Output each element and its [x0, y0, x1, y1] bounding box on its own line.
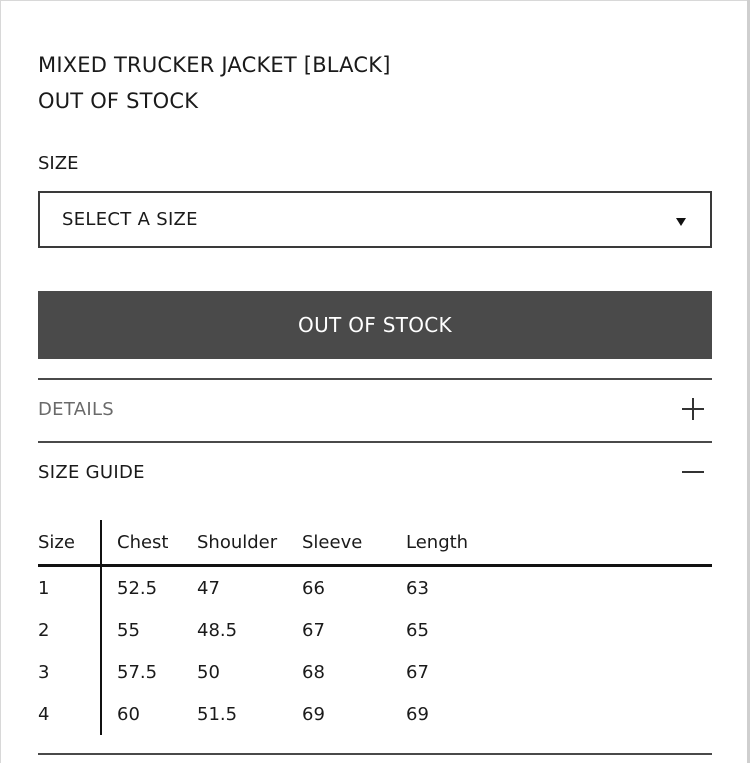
- table-row: [38, 566, 712, 610]
- size-select-value: SELECT A SIZE: [62, 209, 198, 230]
- plus-icon[interactable]: [682, 398, 704, 420]
- column-header-chest: Chest: [101, 520, 197, 566]
- table-cell: 60: [117, 703, 140, 725]
- product-title-block: [38, 47, 391, 119]
- table-cell: 4: [38, 693, 101, 735]
- table-cell: 48.5: [197, 619, 238, 641]
- table-cell: 69: [406, 703, 429, 725]
- size-guide-accordion-toggle[interactable]: [38, 442, 712, 502]
- divider: [38, 753, 712, 755]
- table-cell: 52.5: [117, 577, 158, 599]
- table-cell: 65: [406, 619, 429, 641]
- table-cell: 63: [406, 577, 429, 599]
- table-cell: 55: [117, 619, 140, 641]
- table-cell: 47: [197, 577, 220, 599]
- size-guide-table: [38, 520, 712, 735]
- product-name: MIXED TRUCKER JACKET [BLACK]: [38, 53, 391, 77]
- table-row: [38, 609, 712, 651]
- table-cell: 66: [302, 577, 325, 599]
- table-cell: 1: [38, 566, 101, 610]
- table-cell: 69: [302, 703, 325, 725]
- details-label: DETAILS: [38, 398, 115, 420]
- minus-icon[interactable]: [682, 461, 704, 483]
- table-header-row: [38, 520, 712, 566]
- table-cell: 67: [406, 661, 429, 683]
- table-cell: 3: [38, 651, 101, 693]
- size-guide-label: SIZE GUIDE: [38, 461, 145, 483]
- size-label: SIZE: [38, 153, 79, 174]
- table-cell: 50: [197, 661, 220, 683]
- table-cell: 51.5: [197, 703, 238, 725]
- column-header-sleeve: Sleeve: [302, 520, 406, 566]
- table-cell: 57.5: [117, 661, 158, 683]
- table-row: [38, 693, 712, 735]
- size-select[interactable]: [38, 191, 712, 248]
- out-of-stock-button[interactable]: OUT OF STOCK: [38, 291, 712, 359]
- table-cell: 67: [302, 619, 325, 641]
- table-cell: 68: [302, 661, 325, 683]
- column-header-length: Length: [406, 520, 712, 566]
- column-header-size: Size: [38, 520, 101, 566]
- stock-status: OUT OF STOCK: [38, 89, 199, 113]
- table-cell: 2: [38, 609, 101, 651]
- column-header-shoulder: Shoulder: [197, 520, 302, 566]
- details-accordion-toggle[interactable]: [38, 379, 712, 439]
- caret-down-icon: [676, 218, 686, 226]
- table-row: [38, 651, 712, 693]
